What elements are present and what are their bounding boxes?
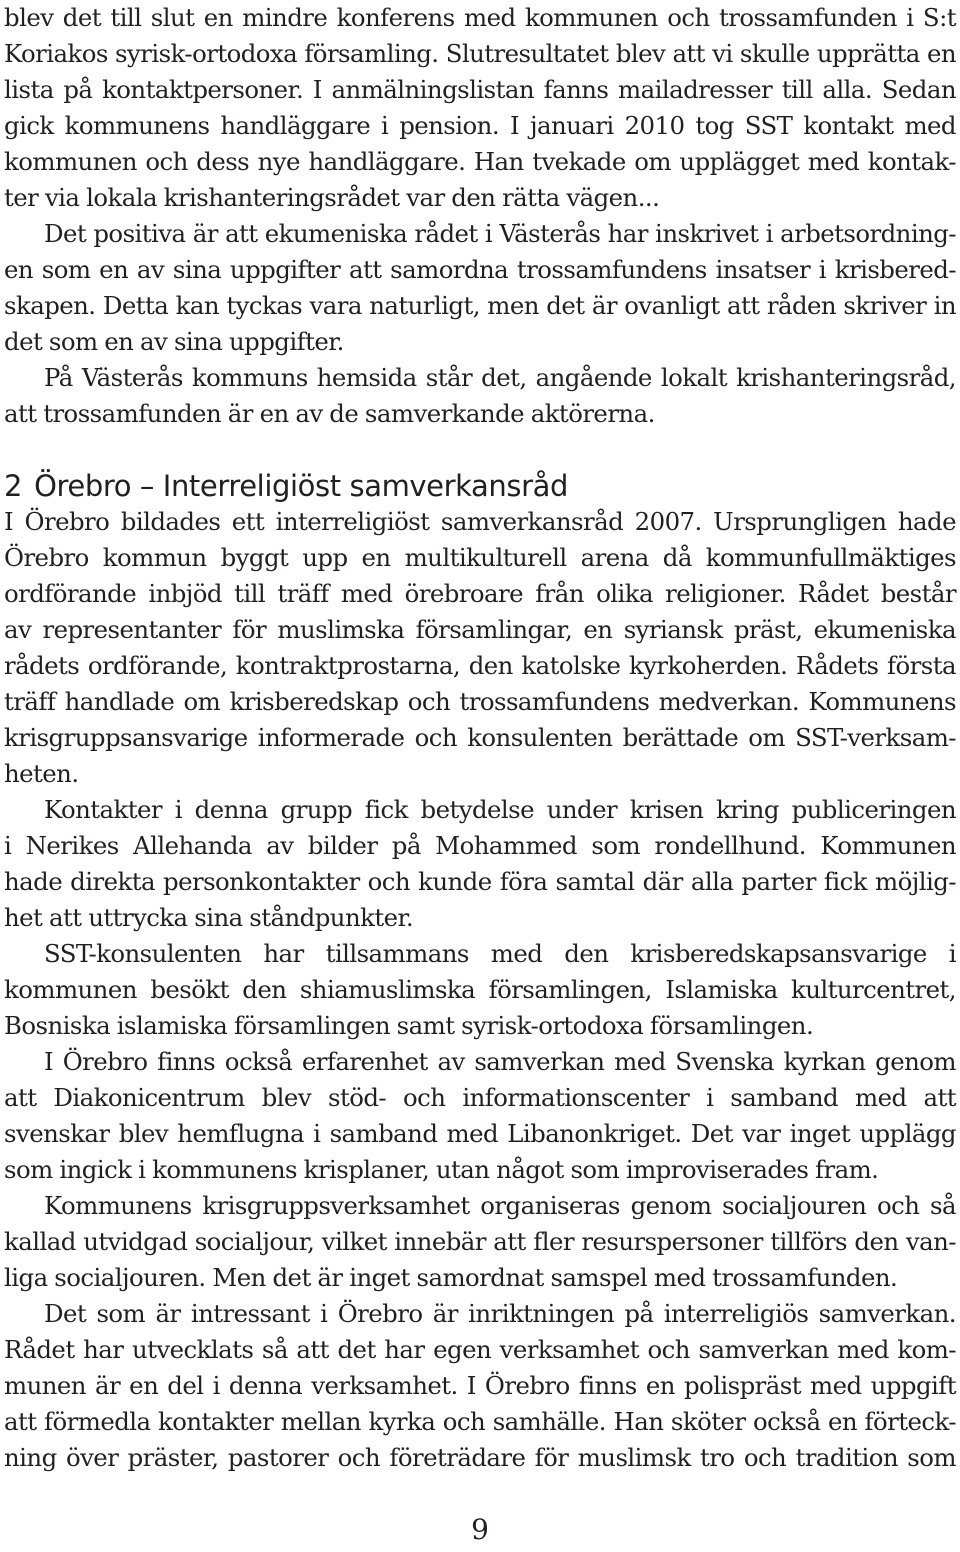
text-line: ter via lokala krishanteringsrådet var den rätta vägen... — [4, 183, 660, 212]
text-line: SST-konsulenten har tillsammans med den krisberedskapsansvarige i — [44, 939, 956, 968]
text-line: I Örebro bildades ett interreligiöst samverkansråd 2007. Ursprungligen hade — [4, 507, 956, 536]
text-line: Bosniska islamiska församlingen samt syrisk-ortodoxa församlingen. — [4, 1011, 814, 1040]
text-line: het att uttrycka sina ståndpunkter. — [4, 903, 414, 932]
text-line: På Västerås kommuns hemsida står det, angående lokalt krishanteringsråd, — [44, 363, 956, 392]
text-line: Det positiva är att ekumeniska rådet i Västerås har inskrivet i arbetsordning- — [44, 219, 956, 248]
text-line: att Diakonicentrum blev stöd- och informationscenter i samband med att — [4, 1083, 956, 1112]
section-number: 2 — [4, 469, 23, 503]
text-line: det som en av sina uppgifter. — [4, 327, 344, 356]
text-line: skapen. Detta kan tyckas vara naturligt, men det är ovanligt att råden skriver in — [4, 291, 956, 320]
section-heading — [4, 466, 956, 506]
text-line: ordförande inbjöd till träff med örebroare från olika religioner. Rådet består — [4, 579, 956, 608]
text-line: Det som är intressant i Örebro är inriktningen på interreligiös samverkan. — [44, 1299, 956, 1328]
text-line: Örebro kommun byggt upp en multikulturell arena då kommunfullmäktiges — [4, 543, 956, 572]
text-line: liga socialjouren. Men det är inget samordnat samspel med trossamfunden. — [4, 1263, 898, 1292]
text-line: att förmedla kontakter mellan kyrka och samhälle. Han sköter också en förteck- — [4, 1407, 956, 1436]
text-line: en som en av sina uppgifter att samordna trossamfundens insatser i krisbered- — [4, 255, 956, 284]
text-line: hade direkta personkontakter och kunde föra samtal där alla parter fick möjlig- — [4, 867, 956, 896]
text-line: kommunen besökt den shiamuslimska församlingen, Islamiska kulturcentret, — [4, 975, 956, 1004]
text-line: lista på kontaktpersoner. I anmälningslistan fanns mailadresser till alla. Sedan — [4, 75, 956, 104]
text-line: i Nerikes Allehanda av bilder på Mohammed som rondellhund. Kommunen — [4, 831, 956, 860]
text-line: Kommunens krisgruppsverksamhet organiseras genom socialjouren och så — [44, 1191, 956, 1220]
text-line: ning över präster, pastorer och företrädare för muslimsk tro och tradition som — [4, 1443, 956, 1472]
text-line: gick kommunens handläggare i pension. I januari 2010 tog SST kontakt med — [4, 111, 956, 140]
text-line: I Örebro finns också erfarenhet av samverkan med Svenska kyrkan genom — [44, 1047, 956, 1076]
text-line: Rådet har utvecklats så att det har egen verksamhet och samverkan med kom- — [4, 1335, 956, 1364]
text-line: heten. — [4, 759, 79, 788]
text-line: rådets ordförande, kontraktprostarna, den katolske kyrkoherden. Rådets första — [4, 651, 956, 680]
text-line: kallad utvidgad socialjour, vilket innebär att fler resurspersoner tillförs den van- — [4, 1227, 956, 1256]
text-line: att trossamfunden är en av de samverkande aktörerna. — [4, 399, 655, 428]
text-line: Kontakter i denna grupp fick betydelse under krisen kring publiceringen — [44, 795, 956, 824]
text-line: svenskar blev hemflugna i samband med Libanonkriget. Det var inget upplägg — [4, 1119, 956, 1148]
text-line: blev det till slut en mindre konferens med kommunen och trossamfunden i S:t — [4, 3, 956, 32]
page-number: 9 — [471, 1513, 489, 1546]
text-line: kommunen och dess nye handläggare. Han tvekade om upplägget med kontak- — [4, 147, 956, 176]
text-line: som ingick i kommunens krisplaner, utan något som improviserades fram. — [4, 1155, 879, 1184]
text-line: munen är en del i denna verksamhet. I Örebro finns en polispräst med uppgift — [4, 1371, 956, 1400]
text-line: Koriakos syrisk-ortodoxa församling. Slutresultatet blev att vi skulle upprätta en — [4, 39, 956, 68]
text-line: av representanter för muslimska församlingar, en syriansk präst, ekumeniska — [4, 615, 956, 644]
text-line: krisgruppsansvarige informerade och konsulenten berättade om SST-verksam- — [4, 723, 956, 752]
text-line: träff handlade om krisberedskap och trossamfundens medverkan. Kommunens — [4, 687, 956, 716]
section-title: Örebro – Interreligiöst samverkansråd — [34, 469, 568, 503]
